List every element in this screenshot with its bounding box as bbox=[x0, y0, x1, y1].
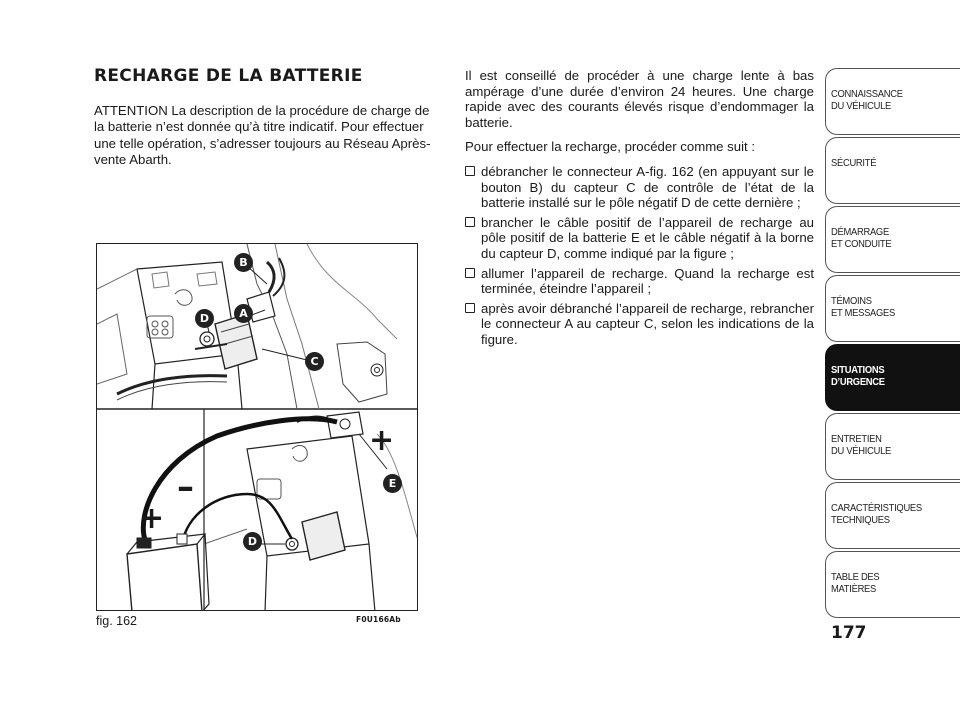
minus-sign: – bbox=[177, 467, 194, 507]
step-item bbox=[465, 266, 814, 297]
figure-caption: fig. 162 bbox=[96, 614, 138, 628]
callout-d-lower: D bbox=[243, 532, 262, 551]
procedure-column bbox=[465, 68, 814, 352]
step-item bbox=[465, 164, 814, 211]
steps-list bbox=[465, 164, 814, 348]
tab-temoins-et-messages[interactable]: TÉMOINS ET MESSAGES bbox=[825, 275, 960, 342]
plus-sign-charger: + bbox=[139, 501, 165, 536]
page-number: 177 bbox=[831, 623, 867, 643]
tab-situations-d-urgence[interactable]: SITUATIONS D’URGENCE bbox=[825, 344, 960, 411]
step-item bbox=[465, 301, 814, 348]
tab-entretien-du-vehicule[interactable]: ENTRETIEN DU VÉHICULE bbox=[825, 413, 960, 480]
checkbox-bullet-icon bbox=[465, 217, 475, 227]
checkbox-bullet-icon bbox=[465, 268, 475, 278]
callout-a: A bbox=[234, 304, 253, 323]
intro-paragraph: Il est conseillé de procéder à une charge lente à bas ampérage d’une durée d’environ 24 heures. Une charge rapide avec des courants élevés risque d’endommager la batterie. bbox=[465, 68, 814, 130]
upper-panel bbox=[97, 244, 418, 409]
warning-text: ATTENTION La description de la procédure de charge de la batterie n’est donnée qu’à titre indicatif. Pour effectuer une telle opération, s’adresser toujours au Réseau Après-vente Abarth. bbox=[94, 103, 431, 167]
tab-demarrage-et-conduite[interactable]: DÉMARRAGE ET CONDUITE bbox=[825, 206, 960, 273]
callout-d-upper: D bbox=[195, 309, 214, 328]
callout-e: E bbox=[383, 474, 402, 493]
section-heading: RECHARGE DE LA BATTERIE bbox=[94, 66, 363, 86]
tab-caracteristiques-techniques[interactable]: CARACTÉRISTIQUES TECHNIQUES bbox=[825, 482, 960, 549]
procedure-intro: Pour effectuer la recharge, procéder comme suit : bbox=[465, 139, 756, 155]
step-text: allumer l’appareil de recharge. Quand la recharge est terminée, éteindre l’appareil ; bbox=[481, 265, 814, 297]
step-text: débrancher le connecteur A-fig. 162 (en appuyant sur le bouton B) du capteur C de contrôle de l’état de la batterie installé sur le pôle négatif D de cette dernière ; bbox=[481, 163, 814, 211]
step-item bbox=[465, 215, 814, 262]
tab-securite[interactable]: SÉCURITÉ bbox=[825, 137, 960, 204]
figure-code: F0U166Ab bbox=[356, 615, 401, 624]
checkbox-bullet-icon bbox=[465, 303, 475, 313]
chapter-tabs bbox=[825, 68, 960, 620]
step-text: après avoir débranché l’appareil de recharge, rebrancher le connecteur A au capteur C, selon les indications de la figure. bbox=[481, 300, 814, 347]
tab-table-des-matieres[interactable]: TABLE DES MATIÈRES bbox=[825, 551, 960, 618]
tab-connaissance-du-vehicule[interactable]: CONNAISSANCE DU VÉHICULE bbox=[825, 68, 960, 135]
callout-b: B bbox=[234, 253, 253, 272]
callout-c: C bbox=[305, 352, 324, 371]
checkbox-bullet-icon bbox=[465, 166, 475, 176]
plus-sign-battery: + bbox=[369, 423, 395, 458]
step-text: brancher le câble positif de l’appareil de recharge au pôle positif de la batterie E et le câble négatif à la borne du capteur D, comme indiqué par la figure ; bbox=[481, 214, 814, 261]
battery-figure bbox=[96, 243, 418, 611]
